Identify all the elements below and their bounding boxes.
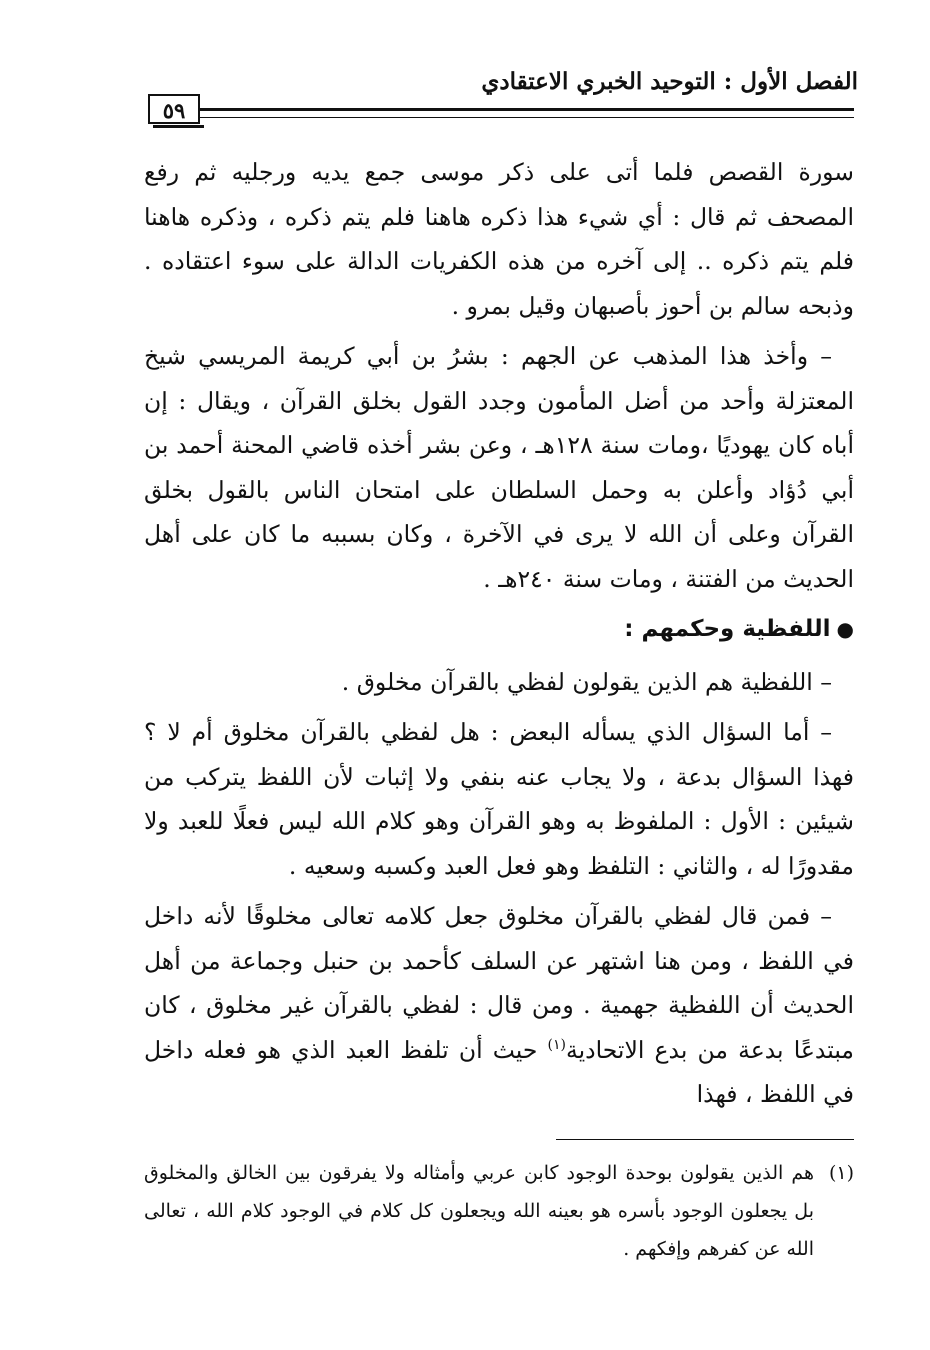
footnote-separator	[556, 1139, 854, 1140]
bullet-icon: ●	[836, 617, 854, 641]
paragraph-definition: – اللفظية هم الذين يقولون لفظي بالقرآن مخلوق .	[341, 667, 832, 696]
paragraph-ruling	[144, 894, 854, 1117]
section-heading	[144, 607, 854, 652]
header-rule	[200, 108, 854, 118]
paragraph-ruling-main: – فمن قال لفظي بالقرآن مخلوق جعل كلامه تعالى مخلوقًا لأنه داخل في اللفظ ، ومن هنا اشتهر عن السلف كأحمد بن حنبل وجماعة من أهل الحديث أن اللفظية جهمية . ومن قال : لفظي بالقرآن غير مخلوق ، كان مبتدعًا بدعة من بدع الاتحادية	[144, 902, 854, 1064]
footnote-text: هم الذين يقولون بوحدة الوجود كابن عربي وأمثاله ولا يفرقون بين الخالق والمخلوق بل يجعلون الوجود بأسره هو بعينه الله ويجعلون كل كلام في الوجود كلام الله ، تعالى الله عن كفرهم وإفكهم .	[144, 1162, 814, 1260]
footnote-marker: (١)	[828, 1162, 854, 1184]
paragraph-bishr: – وأخذ هذا المذهب عن الجهم : بشرُ بن أبي كريمة المريسي شيخ المعتزلة وأحد من أضل المأمون وجدد القول بخلق القرآن ، ويقال : إن أباه كان يهوديًا ،ومات سنة ١٢٨هـ ، وعن بشر أخذه قاضي المحنة أحمد بن أبي دُؤاد وأعلن به وحمل السلطان على امتحان الناس بالقول بخلق القرآن وعلى أن الله لا يرى في الآخرة ، وكان بسببه ما كان على أهل الحديث من الفتنة ، ومات سنة ٢٤٠هـ .	[144, 342, 854, 593]
section-heading-label: اللفظية وحكمهم :	[624, 616, 831, 642]
paragraph-qasas: سورة القصص فلما أتى على ذكر موسى جمع يديه ورجليه ثم رفع المصحف ثم قال : أي شيء هذا ذكره هاهنا فلم يتم ذكره ، وذكره هاهنا فلم يتم ذكره .. إلى آخره من هذه الكفريات الدالة على سوء اعتقاده . وذبحه سالم بن أحوز بأصبهان وقيل بمرو .	[144, 158, 854, 320]
body-text	[144, 150, 854, 1123]
paragraph-ruling-tail: حيث أن تلفظ العبد الذي هو فعله داخل في اللفظ ، فهذا	[144, 1035, 854, 1108]
footnote	[144, 1154, 854, 1268]
footnote-reference: (١)	[547, 1036, 566, 1053]
page-number-box: ٥٩	[148, 94, 200, 124]
paragraph-question: – أما السؤال الذي يسأله البعض : هل لفظي بالقرآن مخلوق أم لا ؟ فهذا السؤال بدعة ، ولا يجاب عنه بنفي ولا إثبات لأن اللفظ يتركب من شيئين : الأول : الملفوظ به وهو القرآن وهو كلام الله ليس فعلًا للعبد ولا مقدورًا له ، والثاني : التلفظ وهو فعل العبد وكسبه وسعيه .	[144, 718, 854, 880]
running-header-title: الفصل الأول : التوحيد الخبري الاعتقادي	[481, 68, 858, 95]
